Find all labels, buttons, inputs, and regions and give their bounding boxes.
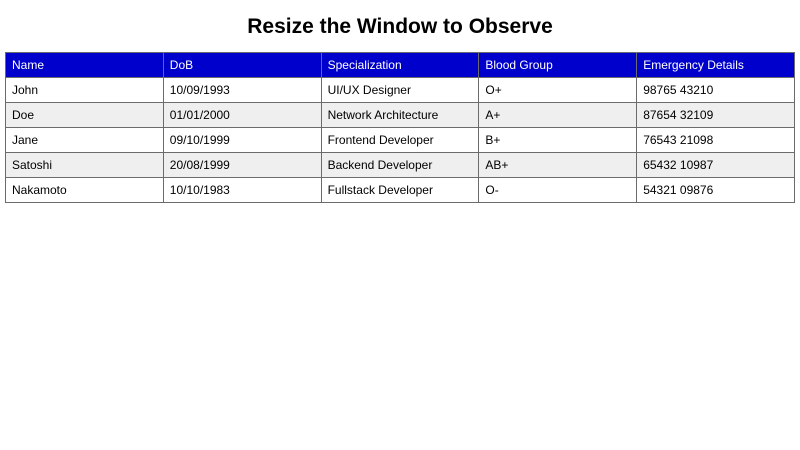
cell-specialization: UI/UX Designer: [321, 78, 479, 103]
column-header-specialization: Specialization: [321, 53, 479, 78]
cell-blood-group: O+: [479, 78, 637, 103]
table-row: [6, 153, 795, 178]
cell-blood-group: AB+: [479, 153, 637, 178]
table-header: [6, 53, 795, 78]
cell-specialization: Fullstack Developer: [321, 178, 479, 203]
header-row: [6, 53, 795, 78]
cell-blood-group: O-: [479, 178, 637, 203]
table-row: [6, 103, 795, 128]
cell-dob: 20/08/1999: [163, 153, 321, 178]
table-row: [6, 178, 795, 203]
column-header-blood-group: Blood Group: [479, 53, 637, 78]
cell-dob: 01/01/2000: [163, 103, 321, 128]
cell-emergency-details: 65432 10987: [637, 153, 795, 178]
cell-blood-group: A+: [479, 103, 637, 128]
cell-name: Jane: [6, 128, 164, 153]
cell-specialization: Backend Developer: [321, 153, 479, 178]
page-title: Resize the Window to Observe: [247, 15, 553, 38]
cell-name: John: [6, 78, 164, 103]
cell-specialization: Frontend Developer: [321, 128, 479, 153]
cell-name: Satoshi: [6, 153, 164, 178]
table-row: [6, 128, 795, 153]
cell-dob: 09/10/1999: [163, 128, 321, 153]
table-body: [6, 78, 795, 203]
cell-blood-group: B+: [479, 128, 637, 153]
cell-specialization: Network Architecture: [321, 103, 479, 128]
cell-name: Nakamoto: [6, 178, 164, 203]
cell-emergency-details: 76543 21098: [637, 128, 795, 153]
employee-table: [5, 52, 795, 203]
cell-dob: 10/10/1983: [163, 178, 321, 203]
cell-dob: 10/09/1993: [163, 78, 321, 103]
cell-emergency-details: 98765 43210: [637, 78, 795, 103]
column-header-emergency-details: Emergency Details: [637, 53, 795, 78]
cell-emergency-details: 54321 09876: [637, 178, 795, 203]
table-row: [6, 78, 795, 103]
column-header-dob: DoB: [163, 53, 321, 78]
cell-name: Doe: [6, 103, 164, 128]
cell-emergency-details: 87654 32109: [637, 103, 795, 128]
column-header-name: Name: [6, 53, 164, 78]
